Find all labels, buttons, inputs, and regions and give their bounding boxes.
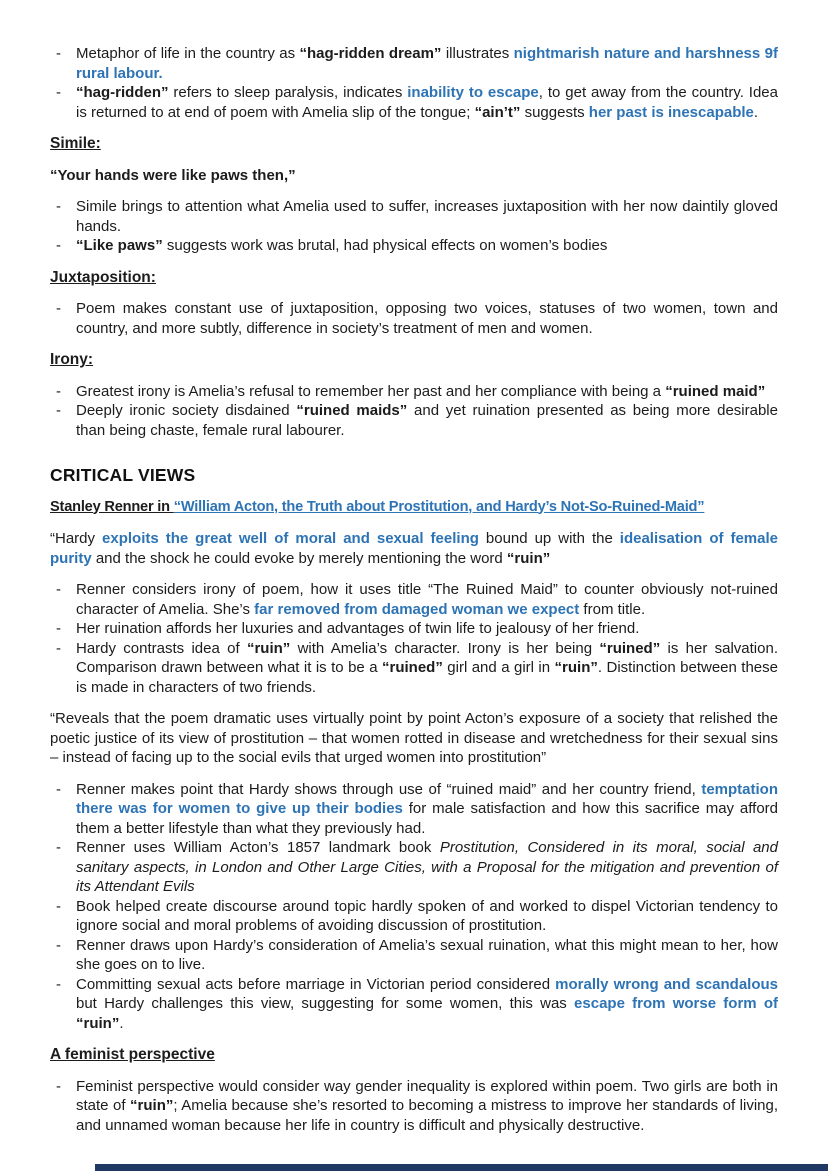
text-run: Her ruination affords her luxuries and advantages of twin life to jealousy of her friend. [76, 620, 640, 637]
text-run: “Like paws” [76, 237, 163, 254]
text-run: Feminist perspective would consider way gender inequality is explored within poem. Two girls are both in state of [76, 1077, 778, 1114]
bullet-item [50, 83, 778, 122]
text-run: “ruin” [246, 639, 291, 657]
bullet-item [50, 936, 778, 975]
paragraph [50, 709, 778, 768]
bullet-item [50, 780, 778, 839]
text-run: girl and a girl in [442, 659, 555, 676]
section-heading: A feminist perspective [50, 1046, 215, 1063]
text-run: exploits the great well of moral and sexual feeling [102, 530, 479, 547]
text-run: Prostitution, Considered in its moral, social and sanitary aspects, in London and Other Large Cities, with a Proposal for the mitigation and prevention of its Attendant Evils [76, 839, 778, 895]
text-run: escape from worse form of [574, 995, 778, 1012]
text-run: , to get away from the country. Idea is returned to at end of poem with Amelia slip of the tongue; [76, 84, 778, 121]
bullet-list [50, 780, 778, 1034]
bullet-item [50, 975, 778, 1034]
bullet-item [50, 838, 778, 897]
paragraph [50, 529, 778, 568]
text-run: Renner considers irony of poem, how it uses title “The Ruined Maid” to counter obviously not-ruined character of Amelia. She’s [76, 581, 778, 618]
text-run: bound up with the [478, 530, 620, 547]
document-body [50, 44, 778, 1135]
bullet-list [50, 44, 778, 122]
text-run: Metaphor of life in the country as [76, 45, 300, 62]
text-run: Greatest irony is Amelia’s refusal to remember her past and her compliance with being a [76, 382, 666, 400]
text-run: . [119, 1014, 124, 1032]
text-run: suggests work was brutal, had physical effects on women’s bodies [162, 237, 608, 254]
text-run: idealisation of female purity [50, 530, 778, 567]
text-run: and yet ruination presented as being more desirable than being chaste, female rural labourer. [76, 402, 778, 439]
text-run: “Reveals that the poem dramatic uses virtually point by point Acton’s exposure of a society that relished the poetic justice of its view of prostitution – that women rotted in disease and wretchedness for their sexual sins – instead of facing up to the social evils that urged women into prostitution” [50, 710, 778, 766]
text-run: Hardy contrasts idea of [76, 639, 247, 657]
text-run: ; Amelia because she’s resorted to becoming a mistress to improve her standards of living, and unnamed woman because her life in country is difficult and physically destructive. [76, 1097, 778, 1134]
bullet-list [50, 197, 778, 256]
section-heading: Irony: [50, 351, 94, 368]
text-run: morally wrong and scandalous [555, 975, 778, 993]
text-run: Book helped create discourse around topic hardly spoken of and worked to dispel Victorian tendency to ignore social and moral problems of avoiding discussion of prostitution. [76, 897, 778, 934]
next-section-banner-edge [95, 1164, 828, 1171]
text-run: temptation there was for women to give up their bodies [76, 780, 778, 817]
text-run: “hag-ridden” [76, 84, 169, 101]
text-run: Deeply ironic society disdained [76, 402, 297, 419]
bullet-item [50, 299, 778, 338]
major-heading: CRITICAL VIEWS [50, 465, 196, 485]
text-run: for male satisfaction and how this sacrifice may afford them a better lifestyle than what they previously had. [76, 800, 778, 837]
text-run: “ruined maid” [665, 382, 766, 400]
text-run: and the shock he could evoke by merely mentioning the word [91, 549, 507, 567]
text-run: but Hardy challenges this view, suggesting for some women, this was [76, 995, 575, 1012]
critic-heading [50, 498, 778, 518]
text-run: Committing sexual acts before marriage in Victorian period considered [76, 975, 556, 993]
text-run: “ruined” [599, 639, 661, 657]
poem-quote-line [50, 166, 778, 186]
bullet-item [50, 619, 778, 639]
text-run: Renner uses William Acton’s 1857 landmark book [76, 839, 440, 856]
text-run: Renner makes point that Hardy shows through use of “ruined maid” and her country friend, [76, 780, 702, 798]
bullet-item [50, 639, 778, 698]
text-run: refers to sleep paralysis, indicates [168, 84, 408, 101]
section-heading: Juxtaposition: [50, 268, 156, 286]
bullet-list [50, 299, 778, 338]
bullet-item [50, 401, 778, 440]
text-run: Poem makes constant use of juxtaposition, opposing two voices, statuses of two women, town and country, and more subtly, difference in society’s treatment of men and women. [76, 300, 778, 337]
bullet-item [50, 197, 778, 236]
text-run: inability to escape [407, 84, 539, 101]
text-run: her past is inescapable [588, 103, 754, 121]
text-run: Renner draws upon Hardy’s consideration of Amelia’s sexual ruination, what this might mean to her, how she goes on to live. [76, 936, 778, 973]
text-run: with Amelia’s character. Irony is her being [290, 639, 600, 657]
bullet-item [50, 236, 778, 256]
bullet-list [50, 382, 778, 441]
bullet-item [50, 382, 778, 402]
text-run: Simile brings to attention what Amelia used to suffer, increases juxtaposition with her now daintily gloved hands. [76, 198, 778, 235]
text-run: is her salvation. Comparison drawn between what it is to be a [76, 639, 778, 676]
section-heading: Simile: [50, 135, 101, 152]
bullet-list [50, 1077, 778, 1136]
text-run: suggests [520, 103, 589, 121]
text-run: “ruin” [554, 659, 598, 676]
text-run: . [753, 103, 759, 121]
text-run: illustrates [441, 45, 514, 62]
bullet-item [50, 44, 778, 83]
bullet-item [50, 1077, 778, 1136]
text-run: . Distinction between these is made in characters of two friends. [76, 659, 778, 696]
text-run: “ruin” [76, 1014, 120, 1032]
critic-essay-link[interactable]: “William Acton, the Truth about Prostitution, and Hardy’s Not-So-Ruined-Maid” [173, 498, 705, 515]
bullet-list [50, 580, 778, 697]
text-run: Stanley Renner in [50, 498, 174, 515]
text-run: “ruined” [381, 659, 443, 676]
bullet-item [50, 897, 778, 936]
text-run: “ruined maids” [296, 402, 408, 419]
text-run: “ruin” [130, 1097, 174, 1114]
text-run: far removed from damaged woman we expect [254, 600, 580, 618]
text-run: from title. [579, 600, 646, 618]
text-run: nightmarish nature and harshness 9f rural labour. [76, 45, 778, 82]
text-run: “Hardy [50, 530, 103, 547]
text-run: “hag-ridden dream” [299, 45, 442, 62]
text-run: “ruin” [506, 549, 551, 567]
bullet-item [50, 580, 778, 619]
text-run: “Your hands were like paws then,” [50, 166, 296, 184]
text-run: “ain’t” [474, 103, 521, 121]
